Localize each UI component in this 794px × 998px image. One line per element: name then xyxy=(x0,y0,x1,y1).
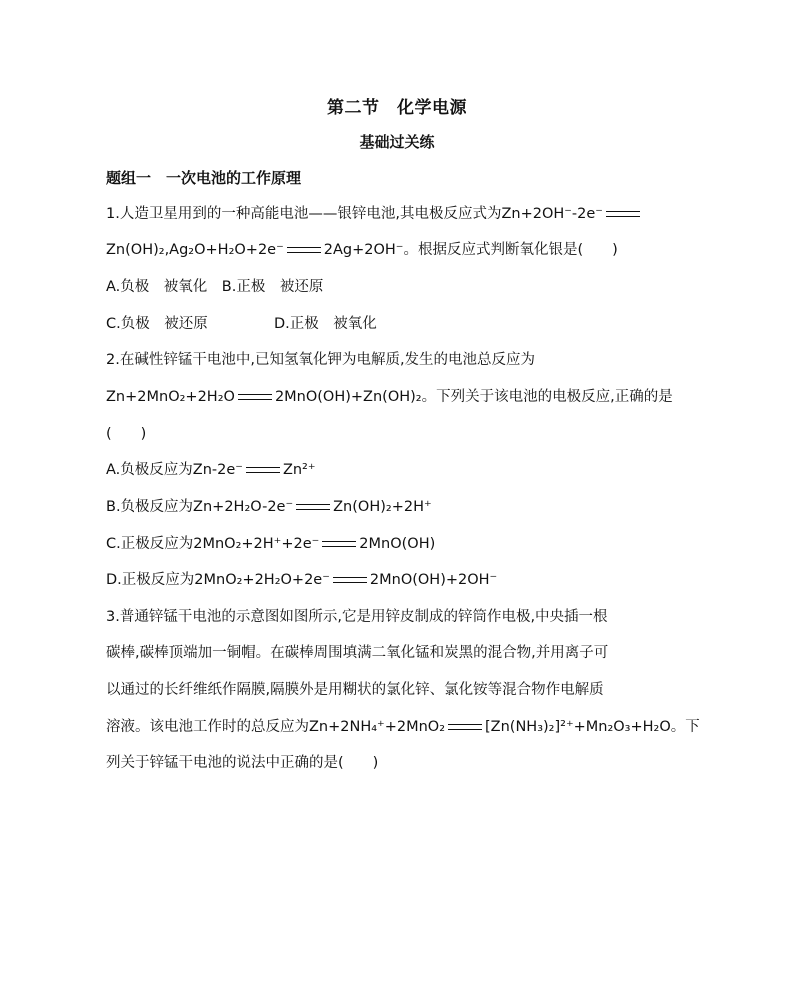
q1-stem-text1: 1.人造卫星用到的一种高能电池——银锌电池,其电极反应式为Zn+2OH⁻-2e⁻ xyxy=(106,206,603,222)
q2-option-c xyxy=(106,534,435,554)
page-title: 第二节 化学电源 xyxy=(327,98,467,118)
q2-stem-line1: 2.在碱性锌锰干电池中,已知氢氧化钾为电解质,发生的电池总反应为 xyxy=(106,352,536,368)
q2-option-a-text: A.负极反应为Zn-2e⁻ xyxy=(106,462,243,478)
q2-option-d-text: D.正极反应为2MnO₂+2H₂O+2e⁻ xyxy=(106,572,330,588)
q2-stem-text2b: 2MnO(OH)+Zn(OH)₂。下列关于该电池的电极反应,正确的是 xyxy=(274,389,673,405)
q3-stem-line2: 碳棒,碳棒顶端加一铜帽。在碳棒周围填满二氧化锰和炭黑的混合物,并用离子可 xyxy=(106,645,609,661)
q1-option-d: D.正极 被氧化 xyxy=(274,316,377,332)
q2-option-d-product: 2MnO(OH)+2OH⁻ xyxy=(369,572,498,588)
equilibrium-sign xyxy=(322,541,356,547)
q2-option-b-product: Zn(OH)₂+2H⁺ xyxy=(333,499,432,515)
q2-option-d xyxy=(106,570,497,590)
q2-option-b-text: B.负极反应为Zn+2H₂O-2e⁻ xyxy=(106,499,294,515)
q3-stem-line5: 列关于锌锰干电池的说法中正确的是( ) xyxy=(106,755,379,771)
q1-stem-text2b: 2Ag+2OH⁻。根据反应式判断氧化银是( ) xyxy=(323,242,618,258)
equilibrium-sign xyxy=(238,394,272,400)
q1-options-ab: A.负极 被氧化 B.正极 被还原 xyxy=(106,279,324,295)
q1-stem-line2 xyxy=(106,240,618,260)
q1-options-cd xyxy=(106,314,377,334)
equilibrium-sign xyxy=(448,724,482,730)
q3-stem-line3: 以通过的长纤维纸作隔膜,隔膜外是用糊状的氯化锌、氯化铵等混合物作电解质 xyxy=(106,682,604,698)
q2-stem-text2a: Zn+2MnO₂+2H₂O xyxy=(106,389,235,405)
q2-stem-line2 xyxy=(106,387,673,407)
q2-option-b xyxy=(106,497,432,517)
q2-option-a xyxy=(106,460,316,480)
q2-stem-line3: ( ) xyxy=(106,426,147,442)
q2-option-c-text: C.正极反应为2MnO₂+2H⁺+2e⁻ xyxy=(106,536,320,552)
q3-stem-text4a: 溶液。该电池工作时的总反应为Zn+2NH₄⁺+2MnO₂ xyxy=(106,719,446,735)
q2-option-a-product: Zn²⁺ xyxy=(282,462,316,478)
q3-stem-text4b: [Zn(NH₃)₂]²⁺+Mn₂O₃+H₂O。下 xyxy=(485,719,700,735)
equilibrium-sign xyxy=(606,211,640,217)
q3-stem-line4 xyxy=(106,717,700,737)
q1-stem-line1 xyxy=(106,204,643,224)
equilibrium-sign xyxy=(296,504,330,510)
equilibrium-sign xyxy=(333,577,367,583)
q1-stem-text2a: Zn(OH)₂,Ag₂O+H₂O+2e⁻ xyxy=(106,242,284,258)
q3-stem-line1: 3.普通锌锰干电池的示意图如图所示,它是用锌皮制成的锌筒作电极,中央插一根 xyxy=(106,609,608,625)
equilibrium-sign xyxy=(287,247,321,253)
group-heading: 题组一 一次电池的工作原理 xyxy=(106,169,302,187)
section-subtitle: 基础过关练 xyxy=(359,133,435,151)
q1-option-c: C.负极 被还原 xyxy=(106,316,208,332)
q2-option-c-product: 2MnO(OH) xyxy=(359,536,436,552)
equilibrium-sign xyxy=(246,467,280,473)
